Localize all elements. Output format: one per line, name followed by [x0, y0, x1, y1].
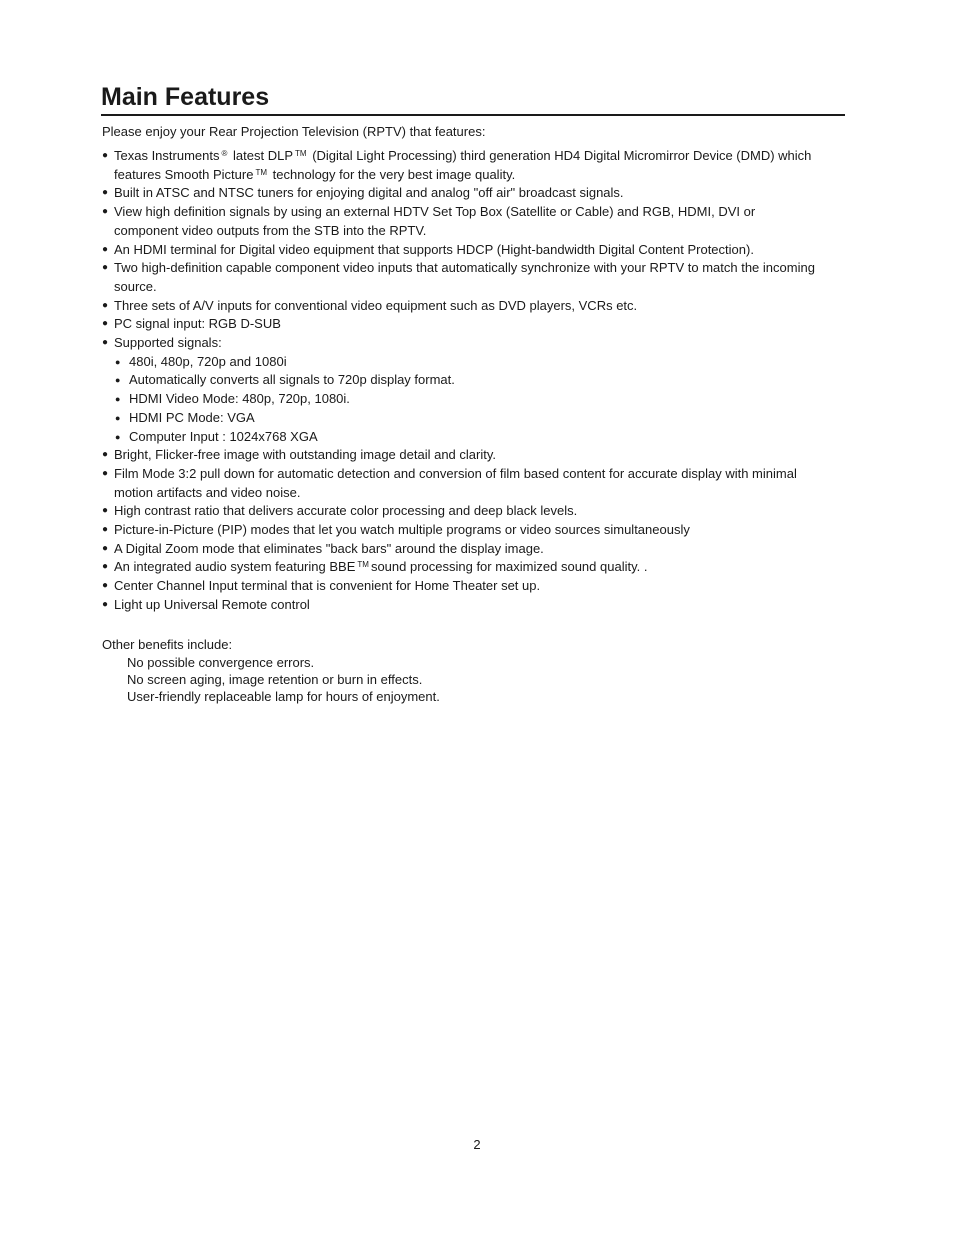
feature-text: PC signal input: RGB D-SUB — [114, 316, 281, 332]
bullet-icon: ● — [102, 505, 109, 517]
benefits-list — [127, 654, 440, 705]
benefit-item: No screen aging, image retention or burn in effects. — [127, 672, 423, 687]
feature-supported-signals — [102, 334, 822, 446]
feature-text: Texas Instruments — [114, 148, 220, 163]
bullet-icon: ● — [115, 431, 121, 442]
feature-text: Three sets of A/V inputs for conventional video equipment such as DVD players, VCRs etc. — [114, 297, 638, 313]
bullet-icon: ● — [102, 561, 109, 573]
benefit-item: User-friendly replaceable lamp for hours of enjoyment. — [127, 689, 440, 704]
page-title: Main Features — [101, 83, 270, 111]
trademark-mark: TM — [357, 560, 369, 570]
bullet-icon: ● — [115, 394, 121, 405]
bullet-icon: ● — [102, 262, 109, 274]
feature-remote — [102, 596, 822, 615]
feature-film-mode — [102, 465, 822, 502]
feature-text: Built in ATSC and NTSC tuners for enjoying digital and analog "off air" broadcast signals. — [114, 185, 624, 201]
feature-contrast — [102, 502, 822, 521]
bullet-icon: ● — [102, 337, 109, 349]
bullet-icon: ● — [102, 318, 109, 330]
signal-list — [114, 353, 822, 447]
feature-text: technology for the very best image quality. — [272, 166, 516, 182]
trademark-mark: TM — [255, 167, 268, 177]
feature-text: View high definition signals by using an external HDTV Set Top Box (Satellite or Cable) and RGB, HDMI, DVI or component video outputs from the STB into the RPTV. — [114, 204, 756, 238]
feature-hdmi — [102, 241, 822, 260]
signal-text: 480i, 480p, 720p and 1080i — [129, 353, 287, 369]
signal-item — [114, 409, 822, 428]
feature-audio — [102, 558, 822, 577]
bullet-icon: ● — [102, 187, 109, 199]
signal-text: Computer Input : 1024x768 XGA — [129, 428, 318, 444]
signal-text: HDMI PC Mode: VGA — [129, 409, 255, 425]
benefit-item: No possible convergence errors. — [127, 655, 315, 670]
feature-bright-image — [102, 446, 822, 465]
feature-text: Bright, Flicker-free image with outstanding image detail and clarity. — [114, 447, 496, 463]
bullet-icon: ● — [102, 206, 109, 218]
feature-digital-zoom — [102, 540, 822, 559]
bullet-icon: ● — [102, 243, 109, 255]
feature-text: Film Mode 3:2 pull down for automatic detection and conversion of film based content for accurate display with minimal motion artifacts and video noise. — [114, 465, 797, 500]
bullet-icon: ● — [115, 356, 121, 367]
feature-text: sound processing for maximized sound quality. . — [370, 559, 648, 575]
feature-text: latest DLP — [233, 148, 294, 163]
intro-text: Please enjoy your Rear Projection Television (RPTV) that features: — [102, 124, 486, 139]
benefits-heading: Other benefits include: — [102, 637, 233, 652]
bullet-icon: ● — [102, 467, 109, 479]
feature-list — [102, 147, 822, 615]
feature-dlp — [102, 147, 822, 184]
feature-text: Two high-definition capable component video inputs that automatically synchronize with your RPTV to match the incoming source. — [114, 260, 815, 294]
feature-text: Picture-in-Picture (PIP) modes that let you watch multiple programs or video sources simultaneously — [114, 522, 690, 538]
bullet-icon: ● — [102, 150, 109, 161]
feature-text: Light up Universal Remote control — [114, 596, 310, 612]
signal-item — [114, 371, 822, 390]
feature-text: (Digital Light Processing) third generation HD4 Digital Micromirror Device (DMD) which features Smooth Picture — [114, 148, 812, 182]
feature-pc-input — [102, 315, 822, 334]
bullet-icon: ● — [102, 598, 109, 610]
feature-text: A Digital Zoom mode that eliminates "back bars" around the display image. — [114, 540, 544, 556]
bullet-icon: ● — [102, 580, 109, 592]
feature-tuners — [102, 184, 822, 203]
page-number: 2 — [473, 1137, 481, 1152]
feature-component — [102, 259, 822, 296]
feature-pip — [102, 521, 822, 540]
bullet-icon: ● — [102, 299, 109, 311]
signal-text: Automatically converts all signals to 720p display format. — [129, 372, 455, 388]
feature-text: Supported signals: — [114, 335, 222, 351]
signal-text: HDMI Video Mode: 480p, 720p, 1080i. — [129, 391, 350, 407]
feature-hdtv-input — [102, 203, 822, 240]
feature-center-channel — [102, 577, 822, 596]
signal-item — [114, 428, 822, 447]
feature-text: An HDMI terminal for Digital video equipment that supports HDCP (Hight-bandwidth Digital Content Protection). — [114, 241, 754, 257]
feature-text: An integrated audio system featuring BBE — [114, 559, 356, 575]
bullet-icon: ● — [102, 542, 109, 554]
feature-text: Center Channel Input terminal that is convenient for Home Theater set up. — [114, 578, 541, 594]
feature-av-inputs — [102, 297, 822, 316]
signal-item — [114, 390, 822, 409]
title-divider — [101, 114, 845, 116]
feature-text: High contrast ratio that delivers accurate color processing and deep black levels. — [114, 503, 578, 519]
bullet-icon: ● — [102, 524, 109, 536]
bullet-icon: ● — [115, 412, 121, 423]
registered-mark: ® — [221, 149, 228, 158]
bullet-icon: ● — [102, 449, 109, 461]
signal-item — [114, 353, 822, 372]
trademark-mark: TM — [295, 149, 307, 158]
bullet-icon: ● — [115, 375, 121, 386]
